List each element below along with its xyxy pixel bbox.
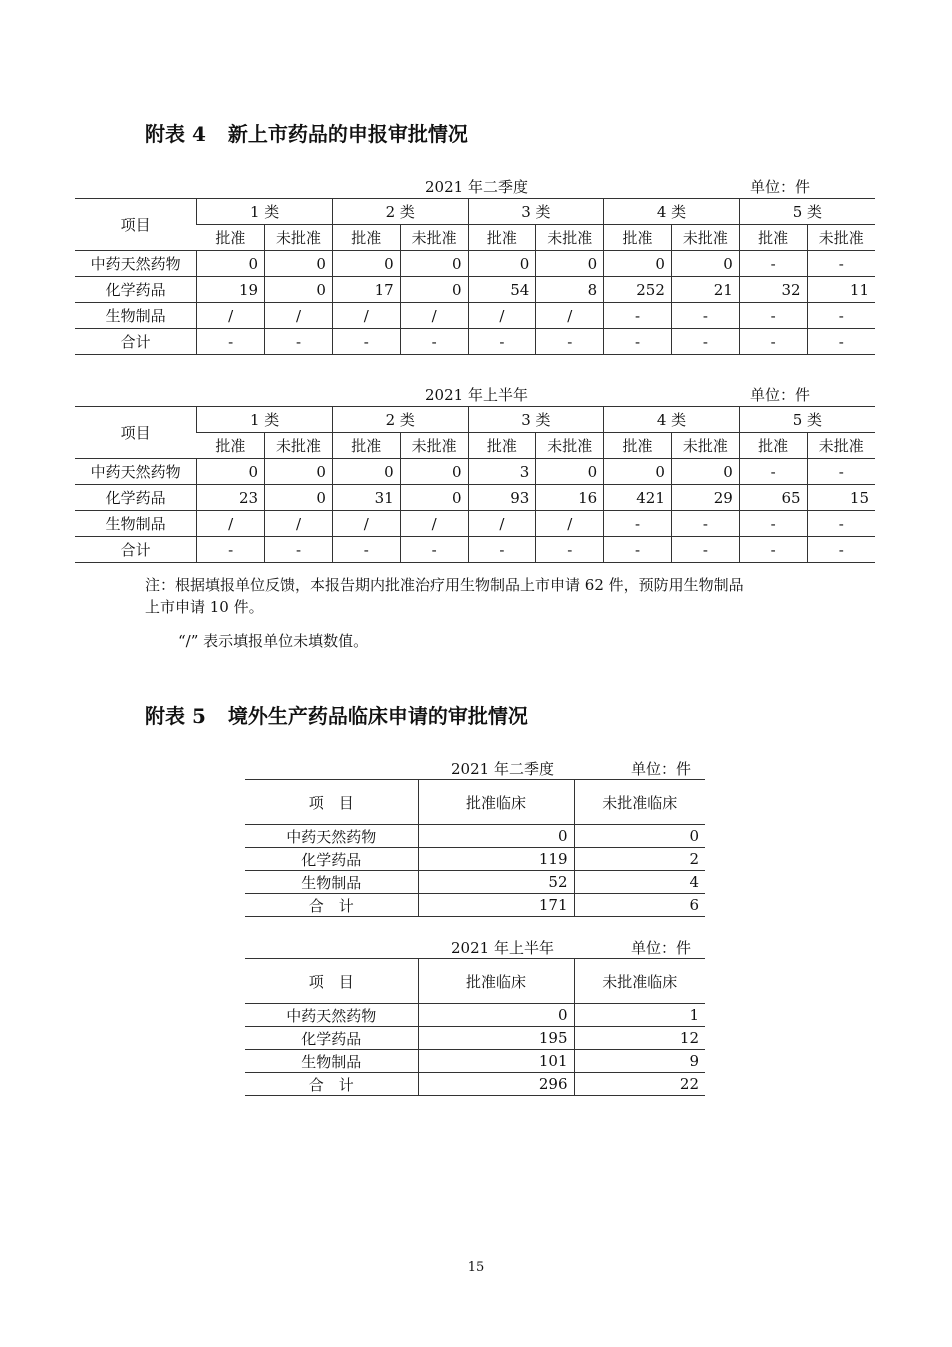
col-header-class-5: 5 类 <box>739 407 875 433</box>
table-cell: - <box>468 329 536 355</box>
table-cell: / <box>536 303 604 329</box>
col-header-not-approve: 未批准 <box>807 433 875 459</box>
table-cell: 119 <box>418 848 574 871</box>
col-header-approve: 批准 <box>739 225 807 251</box>
table-cell: - <box>400 329 468 355</box>
row-label: 中药天然药物 <box>245 1004 418 1027</box>
row-label: 化学药品 <box>75 485 197 511</box>
table-cell: 101 <box>418 1050 574 1073</box>
row-label: 中药天然药物 <box>245 825 418 848</box>
table-cell: - <box>671 303 739 329</box>
row-label: 化学药品 <box>245 1027 418 1050</box>
table-cell: 31 <box>332 485 400 511</box>
table-cell: / <box>400 511 468 537</box>
col-header-not-approve: 未批准 <box>265 433 333 459</box>
table-cell: - <box>671 537 739 563</box>
table-row <box>245 1050 705 1073</box>
table-cell: - <box>671 511 739 537</box>
table-cell: - <box>807 303 875 329</box>
table-cell: - <box>807 537 875 563</box>
table-row <box>245 1004 705 1027</box>
table-cell: 0 <box>197 251 265 277</box>
row-label: 化学药品 <box>75 277 197 303</box>
table5-heading <box>145 700 528 729</box>
table5-title: 境外生产药品临床申请的审批情况 <box>227 704 528 728</box>
table-row <box>245 1027 705 1050</box>
col-header-approve: 批准 <box>197 433 265 459</box>
col-header-class-3: 3 类 <box>468 407 604 433</box>
table4-h1-period: 2021 年上半年 <box>425 386 528 404</box>
table-cell: 0 <box>265 459 333 485</box>
table-cell: - <box>671 329 739 355</box>
table-cell: 54 <box>468 277 536 303</box>
table4-h1-unit: 单位：件 <box>750 386 811 404</box>
col-header-not-approve-clinical: 未批准临床 <box>574 780 705 825</box>
table-cell: 9 <box>574 1050 705 1073</box>
table-cell: - <box>604 303 672 329</box>
table-row <box>75 303 875 329</box>
col-header-not-approve: 未批准 <box>400 225 468 251</box>
col-header-approve: 批准 <box>468 225 536 251</box>
table-cell: 0 <box>400 485 468 511</box>
row-label: 化学药品 <box>245 848 418 871</box>
col-header-approve-clinical: 批准临床 <box>418 959 574 1004</box>
table-cell: 421 <box>604 485 672 511</box>
table-cell: - <box>807 251 875 277</box>
table4-q2 <box>75 198 875 355</box>
table4-q2-unit: 单位：件 <box>750 178 811 196</box>
table-cell: / <box>265 303 333 329</box>
table-cell: 17 <box>332 277 400 303</box>
table-cell: / <box>332 511 400 537</box>
note-line-1: 注：根据填报单位反馈，本报告期内批准治疗用生物制品上市申请 62 件，预防用生物制品 <box>145 576 744 594</box>
page-number: 15 <box>467 1260 485 1275</box>
col-header-approve-clinical: 批准临床 <box>418 780 574 825</box>
row-label: 中药天然药物 <box>75 459 197 485</box>
table4-note <box>145 574 825 618</box>
table-cell: 0 <box>604 459 672 485</box>
table-cell: - <box>604 329 672 355</box>
table-cell: 93 <box>468 485 536 511</box>
table-cell: 21 <box>671 277 739 303</box>
row-label: 合 计 <box>245 1073 418 1096</box>
table5-q2 <box>245 779 705 917</box>
table5-h1 <box>245 958 705 1096</box>
col-header-not-approve-clinical: 未批准临床 <box>574 959 705 1004</box>
col-header-approve: 批准 <box>604 433 672 459</box>
table-cell: 65 <box>739 485 807 511</box>
col-header-approve: 批准 <box>332 225 400 251</box>
table-row <box>75 251 875 277</box>
table-cell: - <box>536 329 604 355</box>
col-header-not-approve: 未批准 <box>536 225 604 251</box>
col-header-item: 项 目 <box>245 780 418 825</box>
col-header-approve: 批准 <box>604 225 672 251</box>
col-header-class-1: 1 类 <box>197 407 333 433</box>
col-header-class-4: 4 类 <box>604 407 740 433</box>
col-header-class-3: 3 类 <box>468 199 604 225</box>
table-cell: - <box>604 511 672 537</box>
note-line-2: 上市申请 10 件。 <box>145 598 264 616</box>
table-cell: / <box>332 303 400 329</box>
table-cell: 4 <box>574 871 705 894</box>
table-cell: 8 <box>536 277 604 303</box>
table-cell: 0 <box>418 1004 574 1027</box>
table-cell: 32 <box>739 277 807 303</box>
table5-q2-period: 2021 年二季度 <box>451 760 554 778</box>
table-row <box>245 848 705 871</box>
table4-heading <box>145 118 468 147</box>
table-cell: 195 <box>418 1027 574 1050</box>
col-header-approve: 批准 <box>468 433 536 459</box>
col-header-approve: 批准 <box>739 433 807 459</box>
table-cell: 0 <box>574 825 705 848</box>
table-cell: - <box>265 329 333 355</box>
table-cell: 0 <box>332 459 400 485</box>
table-cell: 0 <box>536 459 604 485</box>
table-cell: / <box>197 511 265 537</box>
row-label: 合计 <box>75 329 197 355</box>
table-cell: 12 <box>574 1027 705 1050</box>
table-row <box>75 329 875 355</box>
table5-number: 附表 5 <box>145 704 206 728</box>
table-row <box>245 825 705 848</box>
col-header-not-approve: 未批准 <box>265 225 333 251</box>
table-cell: - <box>400 537 468 563</box>
table-cell: - <box>739 329 807 355</box>
col-header-item: 项目 <box>75 407 197 459</box>
table-cell: / <box>468 303 536 329</box>
table-cell: 0 <box>332 251 400 277</box>
table-cell: 0 <box>400 459 468 485</box>
row-label: 生物制品 <box>245 1050 418 1073</box>
row-label: 生物制品 <box>75 511 197 537</box>
table-cell: / <box>536 511 604 537</box>
table-cell: - <box>332 329 400 355</box>
table-cell: 171 <box>418 894 574 917</box>
table-cell: 0 <box>400 277 468 303</box>
col-header-class-4: 4 类 <box>604 199 740 225</box>
table-cell: 0 <box>671 251 739 277</box>
col-header-class-2: 2 类 <box>332 407 468 433</box>
table-cell: 29 <box>671 485 739 511</box>
table4-title: 新上市药品的申报审批情况 <box>227 122 468 146</box>
row-label: 生物制品 <box>75 303 197 329</box>
table-cell: - <box>739 537 807 563</box>
table-cell: - <box>807 511 875 537</box>
table-cell: - <box>332 537 400 563</box>
table4-note-symbol: “/” 表示填报单位未填数值。 <box>178 632 369 650</box>
table-cell: - <box>807 459 875 485</box>
row-label: 中药天然药物 <box>75 251 197 277</box>
col-header-not-approve: 未批准 <box>400 433 468 459</box>
table-cell: - <box>739 511 807 537</box>
col-header-not-approve: 未批准 <box>536 433 604 459</box>
table-cell: 16 <box>536 485 604 511</box>
table-row <box>75 277 875 303</box>
table-row <box>245 894 705 917</box>
col-header-class-2: 2 类 <box>332 199 468 225</box>
table-cell: - <box>739 251 807 277</box>
table-cell: - <box>197 329 265 355</box>
table-cell: / <box>400 303 468 329</box>
table-cell: 296 <box>418 1073 574 1096</box>
table-cell: - <box>197 537 265 563</box>
table-cell: 252 <box>604 277 672 303</box>
table-cell: 6 <box>574 894 705 917</box>
table-cell: 2 <box>574 848 705 871</box>
table-cell: 0 <box>418 825 574 848</box>
col-header-approve: 批准 <box>332 433 400 459</box>
table5-q2-caption <box>245 758 705 778</box>
table-row <box>75 511 875 537</box>
table-cell: 0 <box>400 251 468 277</box>
table-cell: / <box>197 303 265 329</box>
table-cell: 0 <box>265 277 333 303</box>
table-cell: 1 <box>574 1004 705 1027</box>
table-cell: - <box>739 303 807 329</box>
table4-q2-period: 2021 年二季度 <box>425 178 528 196</box>
table-cell: 52 <box>418 871 574 894</box>
table-row <box>245 871 705 894</box>
table-cell: 23 <box>197 485 265 511</box>
table5-h1-period: 2021 年上半年 <box>451 939 554 957</box>
col-header-not-approve: 未批准 <box>671 225 739 251</box>
table4-h1 <box>75 406 875 563</box>
table-cell: 0 <box>197 459 265 485</box>
table-cell: 19 <box>197 277 265 303</box>
col-header-approve: 批准 <box>197 225 265 251</box>
table5-q2-unit: 单位：件 <box>631 760 692 778</box>
col-header-item: 项目 <box>75 199 197 251</box>
row-label: 生物制品 <box>245 871 418 894</box>
table-cell: 0 <box>468 251 536 277</box>
col-header-not-approve: 未批准 <box>671 433 739 459</box>
table-row <box>75 537 875 563</box>
table-cell: - <box>536 537 604 563</box>
table-cell: 0 <box>265 251 333 277</box>
table-cell: - <box>265 537 333 563</box>
table-cell: 22 <box>574 1073 705 1096</box>
table-cell: 0 <box>265 485 333 511</box>
row-label: 合 计 <box>245 894 418 917</box>
table4-q2-caption <box>75 176 875 196</box>
table-cell: - <box>604 537 672 563</box>
table4-number: 附表 4 <box>145 122 206 146</box>
table-row <box>245 1073 705 1096</box>
table-cell: - <box>739 459 807 485</box>
table-cell: 0 <box>671 459 739 485</box>
row-label: 合计 <box>75 537 197 563</box>
table-cell: / <box>468 511 536 537</box>
table-cell: 11 <box>807 277 875 303</box>
table5-h1-caption <box>245 937 705 957</box>
col-header-item: 项 目 <box>245 959 418 1004</box>
table-cell: 15 <box>807 485 875 511</box>
table-cell: / <box>265 511 333 537</box>
col-header-class-1: 1 类 <box>197 199 333 225</box>
table4-h1-caption <box>75 384 875 404</box>
table-cell: 3 <box>468 459 536 485</box>
table5-h1-unit: 单位：件 <box>631 939 692 957</box>
table-cell: - <box>468 537 536 563</box>
col-header-not-approve: 未批准 <box>807 225 875 251</box>
col-header-class-5: 5 类 <box>739 199 875 225</box>
table-row <box>75 459 875 485</box>
table-cell: - <box>807 329 875 355</box>
table-cell: 0 <box>604 251 672 277</box>
table-cell: 0 <box>536 251 604 277</box>
table-row <box>75 485 875 511</box>
